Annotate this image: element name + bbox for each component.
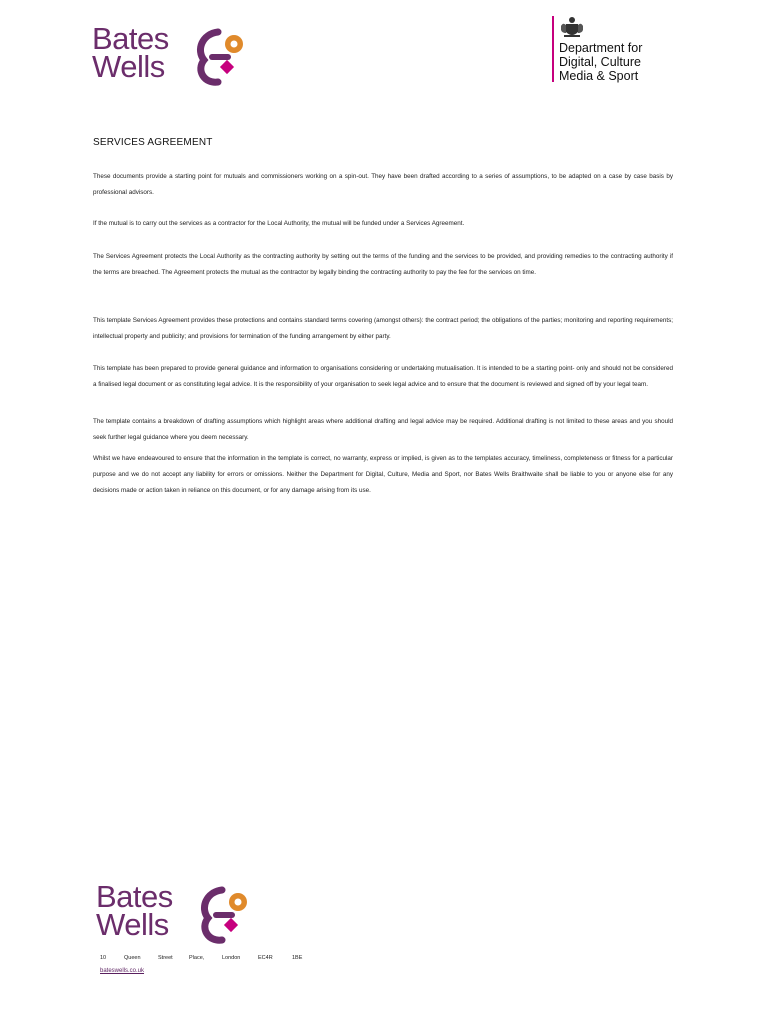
logo-word-bates: Bates — [92, 21, 169, 56]
footer-logo-word-bates: Bates — [96, 879, 173, 914]
footer-logo-word-wells: Wells — [96, 907, 169, 942]
website-link[interactable]: bateswells.co.uk — [100, 968, 145, 974]
logo-mark-icon — [188, 24, 252, 88]
paragraph-standard-terms: This template Services Agreement provides these protections and contains standard terms covering (amongst others): the contract period; the obligations of the parties; monitoring and reporting requirements; intellectual property and publicity; and provisions for termination of the funding arrangement by either party. — [93, 317, 673, 340]
paragraph-guidance: This template has been prepared to provide general guidance and information to organisations considering or undertaking mutualisation. It is intended to be a starting point- only and should not be considered a finalised legal document or as constituting legal advice. It is the responsibility of your organisation to seek legal advice and to ensure that the document is reviewed and signed off by your legal team. — [93, 365, 673, 388]
dcms-divider — [552, 16, 554, 82]
bates-wells-logo — [92, 21, 252, 88]
address-word: London — [222, 955, 241, 961]
paragraph-funding: If the mutual is to carry out the services as a contractor for the Local Authority, the mutual will be funded under a Services Agreement. — [93, 220, 465, 227]
footer-logo-mark-icon — [192, 882, 256, 946]
dcms-name-line3: Media & Sport — [559, 69, 639, 83]
dcms-name-line1: Department for — [559, 41, 643, 55]
address-word: EC4R — [258, 955, 273, 961]
dcms-logo — [552, 16, 672, 86]
paragraph-intro: These documents provide a starting point for mutuals and commissioners working on a spin-out. They have been drafted according to a series of assumptions, to be adapted on a case by case basis by professional advisors. — [93, 173, 673, 196]
paragraph-protections: The Services Agreement protects the Local Authority as the contracting authority by setting out the terms of the funding and the services to be provided, and providing remedies to the contracting authority if the terms are breached. The Agreement protects the mutual as the contractor by legally binding the contracting authority to pay the fee for the services on time. — [93, 253, 673, 276]
logo-word-wells: Wells — [92, 49, 165, 84]
royal-crest-icon — [560, 16, 584, 38]
paragraph-assumptions: The template contains a breakdown of drafting assumptions which highlight areas where additional drafting and legal advice may be required. Additional drafting is not limited to these areas and you should seek further legal guidance where you deem necessary. — [93, 418, 673, 441]
footer-bates-wells-logo — [96, 879, 256, 946]
document-title: SERVICES AGREEMENT — [93, 137, 213, 148]
address-word: 1BE — [292, 955, 303, 961]
paragraph-disclaimer: Whilst we have endeavoured to ensure that the information in the template is correct, no warranty, express or implied, is given as to the templates accuracy, timeliness, completeness or fitness for a particular purpose and we do not accept any liability for errors or omissions. Neither the Department for Digital, Culture, Media and Sport, nor Bates Wells Braithwaite shall be liable to you or anyone else for any decisions made or action taken in reliance on this document, or for any damage arising from its use. — [93, 455, 673, 494]
address-word: Queen — [124, 955, 141, 961]
address-word: Street — [158, 955, 173, 961]
dcms-name-line2: Digital, Culture — [559, 55, 641, 69]
address-word: Place, — [189, 955, 205, 961]
address-word: 10 — [100, 955, 107, 961]
